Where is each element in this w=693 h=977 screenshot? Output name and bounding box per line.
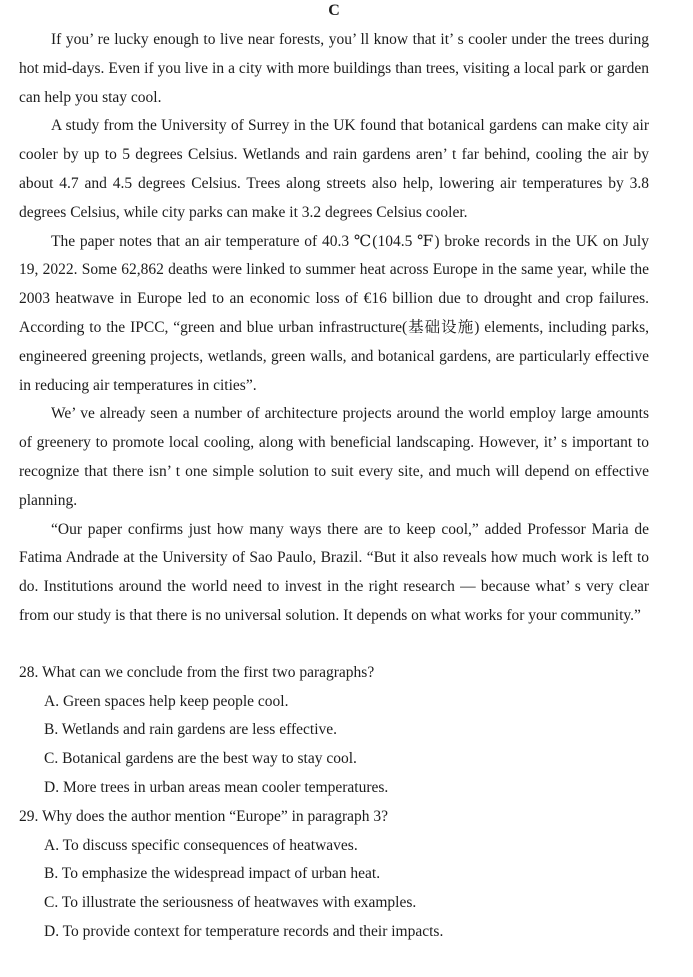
question-28 [19, 659, 649, 803]
option-b[interactable]: B. Wetlands and rain gardens are less effective. [44, 721, 338, 739]
paragraph-5: “Our paper confirms just how many ways there are to keep cool,” added Professor Maria de Fatima Andrade at the University of Sao Paulo, Brazil. “But it also reveals how much work is left to do. Institutions around the world need to invest in the right research — because what’ s very clear from our study is that there is no universal solution. It depends on what works for your community.” [19, 520, 649, 624]
paragraph-4: We’ ve already seen a number of architecture projects around the world employ large amounts of greenery to promote local cooling, along with beneficial landscaping. However, it’ s important to recognize that there isn’ t one simple solution to suit every site, and much will depend on effective planning. [19, 405, 649, 509]
option-d[interactable]: D. To provide context for temperature records and their impacts. [44, 922, 444, 940]
option-c[interactable]: C. To illustrate the seriousness of heatwaves with examples. [44, 894, 417, 912]
question-29 [19, 803, 649, 947]
option-d[interactable]: D. More trees in urban areas mean cooler temperatures. [44, 778, 389, 796]
paragraph-1: If you’ re lucky enough to live near forests, you’ ll know that it’ s cooler under the trees during hot mid-days. Even if you live in a city with more buildings than trees, visiting a local park or garden can help you stay cool. [19, 31, 649, 106]
passage-body [19, 26, 649, 631]
paragraph-2: A study from the University of Surrey in the UK found that botanical gardens can make city air cooler by up to 5 degrees Celsius. Wetlands and rain gardens aren’ t far behind, cooling the air by about 4.7 and 4.5 degrees Celsius. Trees along streets also help, lowering air temperatures by 3.8 degrees Celsius, while city parks can make it 3.2 degrees Celsius cooler. [19, 117, 649, 221]
option-b[interactable]: B. To emphasize the widespread impact of urban heat. [44, 865, 381, 883]
question-stem: 29. Why does the author mention “Europe” in paragraph 3? [19, 807, 389, 825]
passage-title: C [328, 2, 340, 19]
paragraph-3: The paper notes that an air temperature of 40.3 ℃(104.5 ℉) broke records in the UK on July 19, 2022. Some 62,862 deaths were linked to summer heat across Europe in the same year, while the 2003 heatwave in Europe led to an economic loss of €16 billion due to drought and crop failures. According to the IPCC, “green and blue urban infrastructure(基础设施) elements, including parks, engineered greening projects, wetlands, green walls, and botanical gardens, are particularly effective in reducing air temperatures in cities”. [19, 232, 649, 394]
question-list [19, 659, 649, 947]
option-c[interactable]: C. Botanical gardens are the best way to stay cool. [44, 750, 357, 768]
option-a[interactable]: A. To discuss specific consequences of heatwaves. [44, 836, 358, 854]
option-a[interactable]: A. Green spaces help keep people cool. [44, 692, 289, 710]
question-stem: 28. What can we conclude from the first two paragraphs? [19, 663, 375, 681]
